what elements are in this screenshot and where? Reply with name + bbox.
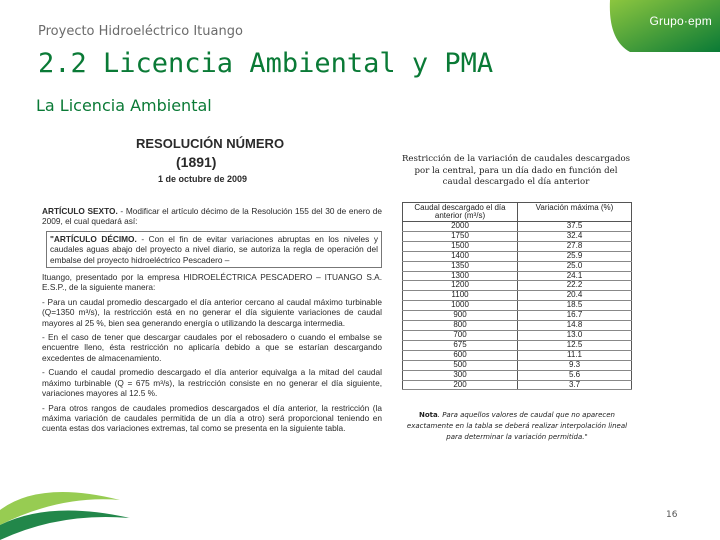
caudal-cell: 500 <box>403 360 518 370</box>
table-row <box>403 281 632 291</box>
table-row <box>403 271 632 281</box>
restriction-table <box>402 202 632 390</box>
paragraph-text: - Con el fin de evitar variaciones abruptas en los niveles y caudales aguas abajo del proyecto a nivel diario, se autoriza la regla de operación del embalse del proyecto hidroeléctrico Pescadero – <box>50 233 378 265</box>
variacion-cell: 12.5 <box>518 340 632 350</box>
table-row <box>403 321 632 331</box>
table-row <box>403 340 632 350</box>
variacion-cell: 20.4 <box>518 291 632 301</box>
table-row <box>403 261 632 271</box>
resolution-heading: RESOLUCIÓN NÚMERO <box>136 136 285 151</box>
decorative-swoosh-icon <box>0 440 130 540</box>
table-row <box>403 330 632 340</box>
table-note <box>404 410 630 443</box>
table-row <box>403 222 632 232</box>
paragraph-text: Ituango, presentado por la empresa HIDROELÉCTRICA PESCADERO – ITUANGO S.A. E.S.P., de la siguiente manera: <box>42 272 382 293</box>
caudal-cell: 1500 <box>403 241 518 251</box>
resolution-paragraph <box>42 206 382 227</box>
table-row <box>403 370 632 380</box>
resolution-paragraph <box>42 403 382 434</box>
table-row <box>403 360 632 370</box>
caudal-cell: 1350 <box>403 261 518 271</box>
table-row <box>403 231 632 241</box>
variacion-cell: 14.8 <box>518 321 632 331</box>
variacion-cell: 9.3 <box>518 360 632 370</box>
variacion-cell: 11.1 <box>518 350 632 360</box>
table-title: Restricción de la variación de caudales descargados por la central, para un día dado en función del caudal descargado el día anterior <box>401 154 631 187</box>
variacion-cell: 3.7 <box>518 380 632 390</box>
table-row <box>403 291 632 301</box>
column-header-variacion: Variación máxima (%) <box>518 203 632 222</box>
caudal-cell: 1100 <box>403 291 518 301</box>
table-body <box>403 222 632 390</box>
quoted-article-box <box>46 231 382 268</box>
paragraph-lead: ARTÍCULO SEXTO. <box>42 206 118 216</box>
caudal-cell: 1400 <box>403 251 518 261</box>
section-title: La Licencia Ambiental <box>36 96 212 115</box>
column-header-caudal: Caudal descargado el día anterior (m³/s) <box>403 203 518 222</box>
table-row <box>403 380 632 390</box>
resolution-paragraph <box>42 367 382 398</box>
brand-logo <box>590 0 720 52</box>
caudal-cell: 900 <box>403 311 518 321</box>
page-title: 2.2 Licencia Ambiental y PMA <box>38 48 494 79</box>
variacion-cell: 24.1 <box>518 271 632 281</box>
variacion-cell: 18.5 <box>518 301 632 311</box>
variacion-cell: 13.0 <box>518 330 632 340</box>
project-subtitle: Proyecto Hidroeléctrico Ituango <box>38 24 243 39</box>
table-row <box>403 251 632 261</box>
resolution-body <box>42 206 382 438</box>
logo-text: Grupo·epm <box>649 14 712 28</box>
note-label: Nota <box>419 411 438 419</box>
caudal-cell: 800 <box>403 321 518 331</box>
table-header-row <box>403 203 632 222</box>
paragraph-text: - Cuando el caudal promedio descargado el día anterior equivalga a la mitad del caudal máximo turbinable (Q = 675 m³/s), la restricción consiste en no generar el día siguiente, variaciones mayores al 12.5 %. <box>42 367 382 399</box>
table-row <box>403 301 632 311</box>
variacion-cell: 25.9 <box>518 251 632 261</box>
resolution-paragraph <box>42 272 382 293</box>
variacion-cell: 37.5 <box>518 222 632 232</box>
caudal-cell: 1750 <box>403 231 518 241</box>
variacion-cell: 22.2 <box>518 281 632 291</box>
variacion-cell: 32.4 <box>518 231 632 241</box>
caudal-cell: 200 <box>403 380 518 390</box>
variacion-cell: 27.8 <box>518 241 632 251</box>
note-text: . Para aquellos valores de caudal que no aparecen exactamente en la tabla se deberá realizar interpolación lineal para determinar la variación permitida." <box>406 411 628 441</box>
caudal-cell: 700 <box>403 330 518 340</box>
variacion-cell: 16.7 <box>518 311 632 321</box>
caudal-cell: 600 <box>403 350 518 360</box>
resolution-date: 1 de octubre de 2009 <box>158 174 248 184</box>
table-row <box>403 241 632 251</box>
paragraph-text: - Para un caudal promedio descargado el día anterior cercano al caudal máximo turbinable (Q=1350 m³/s), la restricción está en no generar el día siguiente variaciones de caudal mayores al 25 %, bien sea generando energía o utilizando la descarga intermedia. <box>42 296 382 328</box>
resolution-paragraph <box>42 332 382 363</box>
caudal-cell: 1200 <box>403 281 518 291</box>
variacion-cell: 25.0 <box>518 261 632 271</box>
caudal-cell: 1000 <box>403 301 518 311</box>
table-row <box>403 311 632 321</box>
paragraph-lead: "ARTÍCULO DÉCIMO. <box>50 233 137 244</box>
table-row <box>403 350 632 360</box>
caudal-cell: 675 <box>403 340 518 350</box>
paragraph-text: - En el caso de tener que descargar caudales por el rebosadero o cuando el embalse se encuentre lleno, ésta restricción no aplicaría debido a que se estarían descargando excedentes de almacenamiento. <box>42 332 382 363</box>
caudal-cell: 2000 <box>403 222 518 232</box>
resolution-number: (1891) <box>176 154 217 170</box>
caudal-cell: 300 <box>403 370 518 380</box>
variacion-cell: 5.6 <box>518 370 632 380</box>
page-number: 16 <box>666 510 678 520</box>
paragraph-text: - Modificar el artículo décimo de la Resolución 155 del 30 de enero de 2009, el cual quedará así: <box>42 206 383 227</box>
caudal-cell: 1300 <box>403 271 518 281</box>
resolution-paragraph <box>42 297 382 328</box>
paragraph-text: - Para otros rangos de caudales promedios descargados el día anterior, la restricción (la máxima variación de caudales permitida de un día a otro) será proporcional teniendo en cuenta estas dos variaciones extremas, tal como se presenta en la siguiente tabla. <box>42 402 382 434</box>
